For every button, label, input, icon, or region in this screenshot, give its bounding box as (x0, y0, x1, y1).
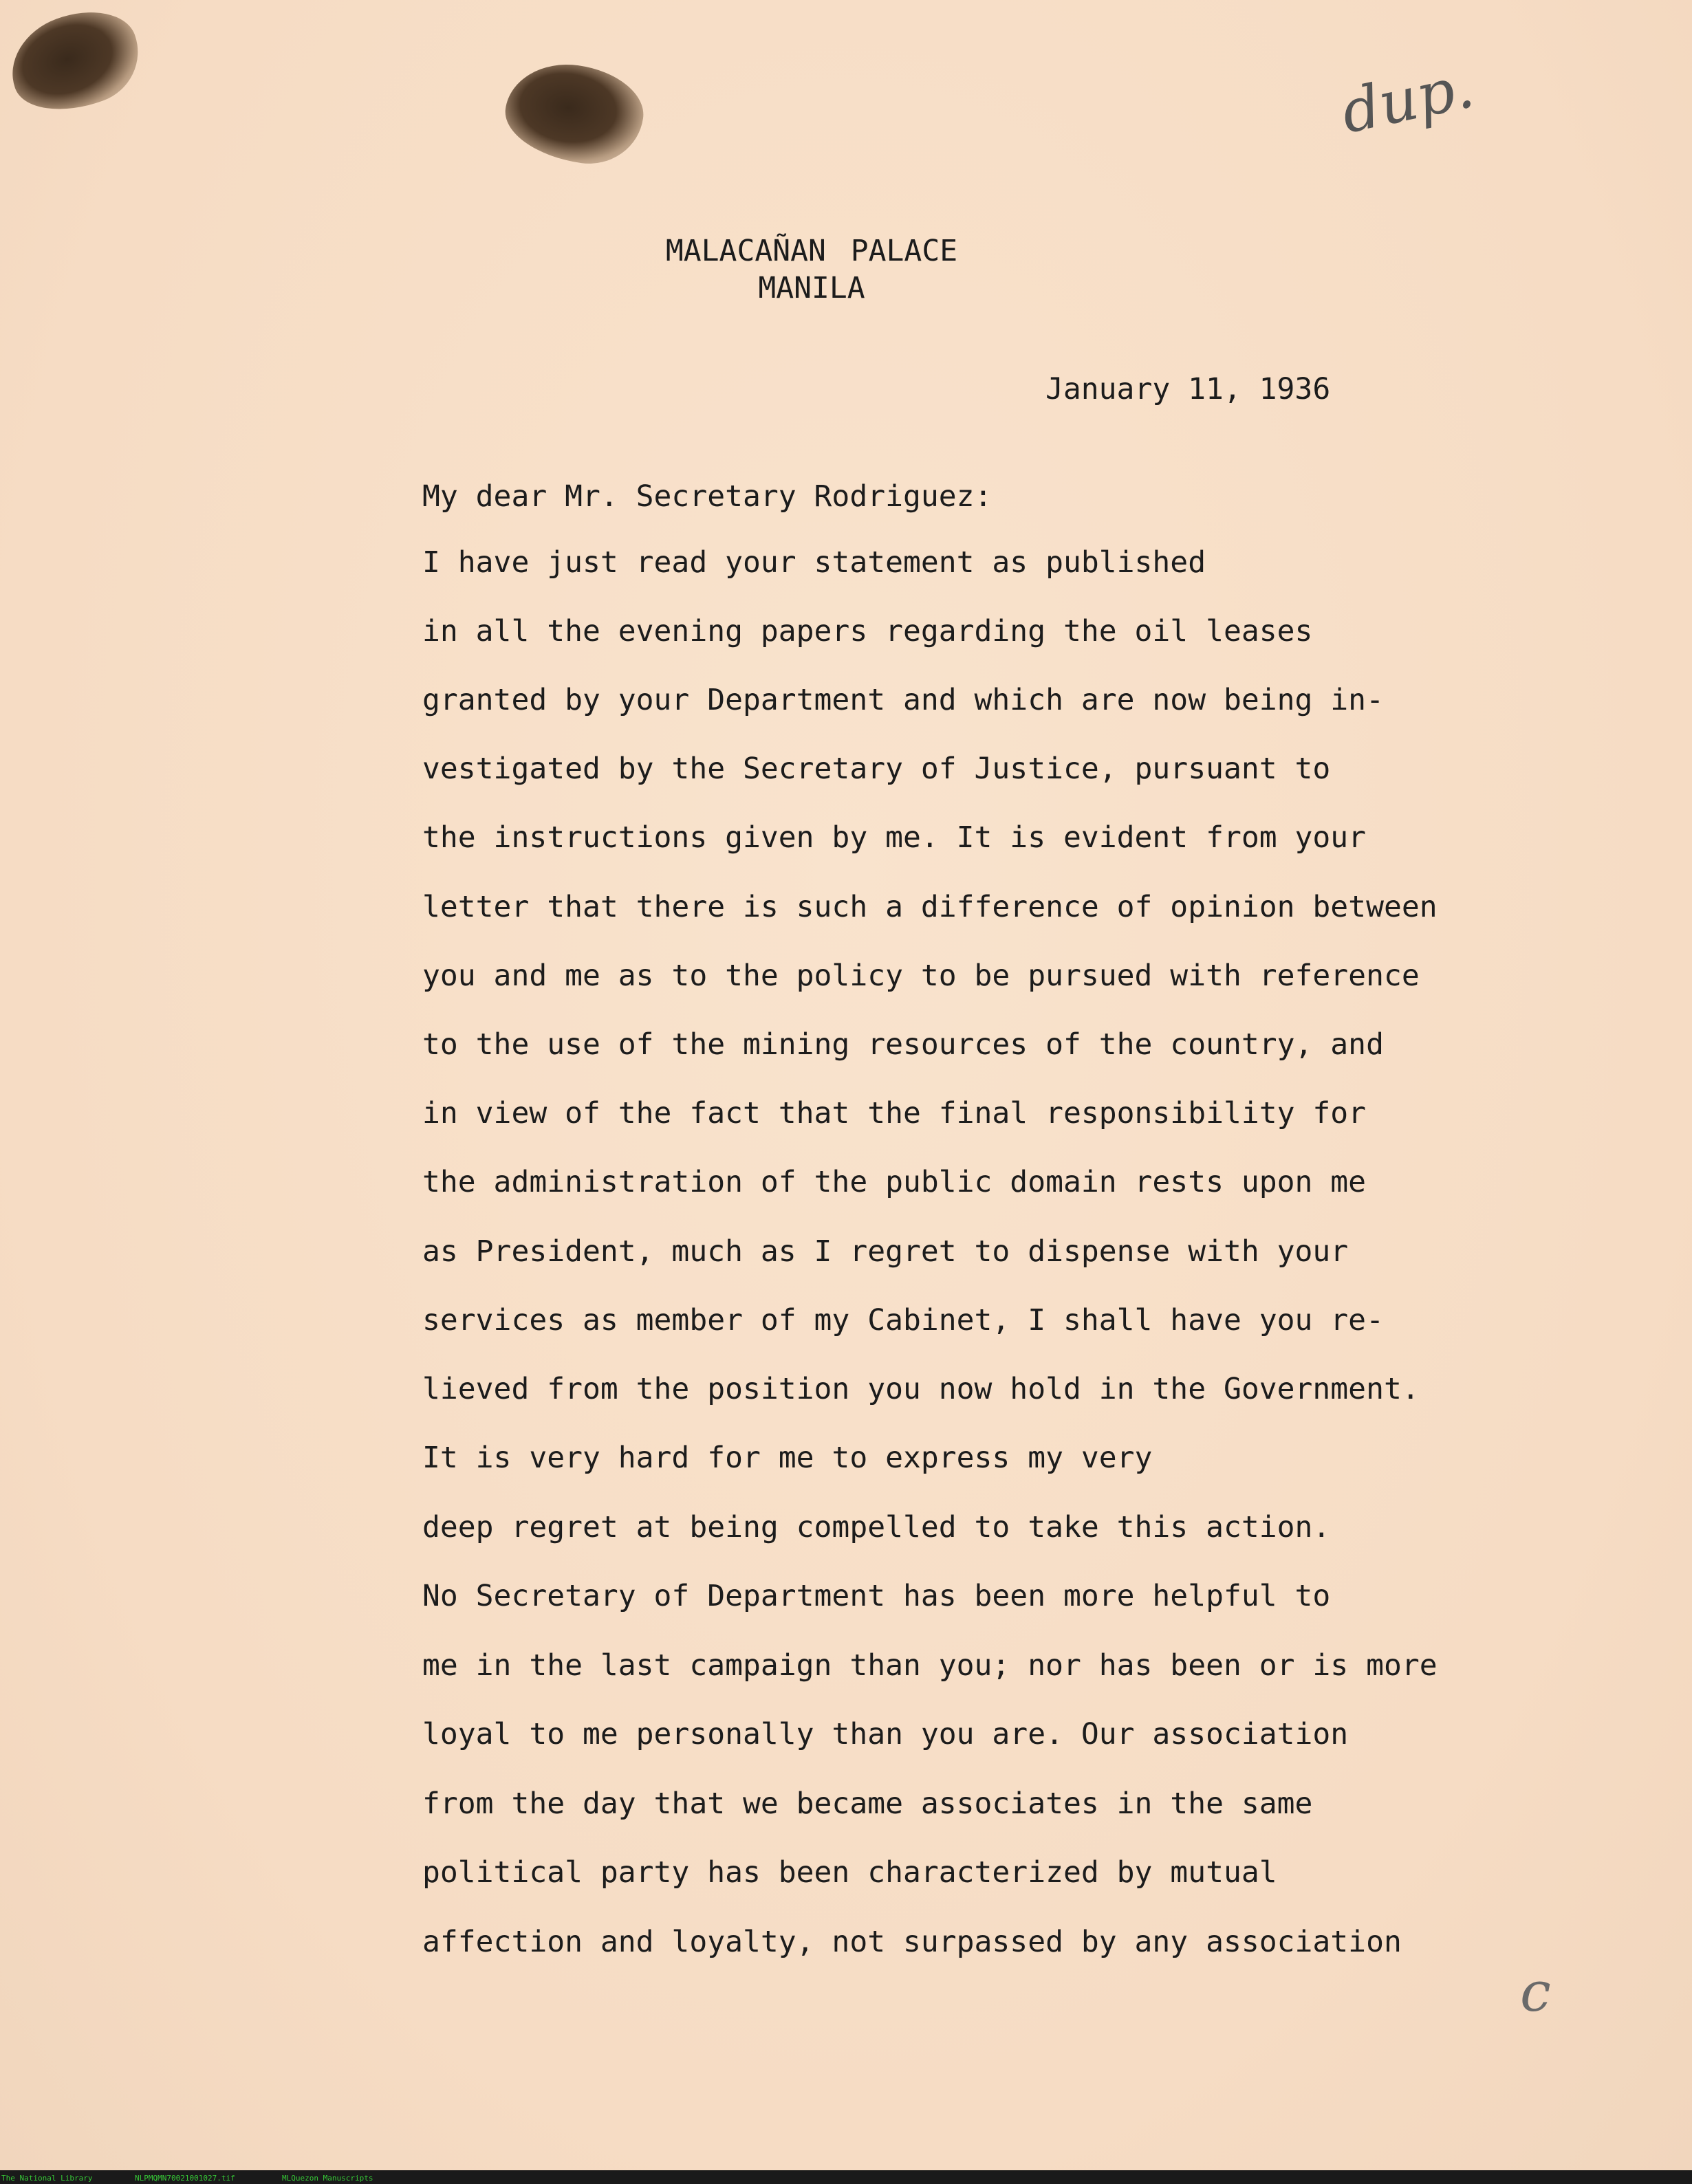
handwritten-annotation-dup: dup. (1335, 52, 1480, 147)
body-line: It is very hard for me to express my very (422, 1441, 1153, 1475)
ink-stain (0, 0, 152, 127)
body-line: the instructions given by me. It is evident from your (422, 820, 1367, 855)
body-line: as President, much as I regret to dispense with your (422, 1234, 1349, 1269)
letterhead-line-1: MALACAÑAN PALACE (665, 234, 958, 268)
letterhead (619, 232, 1004, 307)
footer-collection: MLQuezon Manuscripts (282, 2174, 373, 2183)
body-line: No Secretary of Department has been more helpful to (422, 1579, 1331, 1613)
body-line: letter that there is such a difference of opinion between (422, 890, 1438, 924)
letterhead-line-2: MANILA (758, 271, 865, 305)
body-line: me in the last campaign than you; nor has been or is more (422, 1648, 1438, 1683)
body-line: to the use of the mining resources of the country, and (422, 1027, 1384, 1062)
body-line: deep regret at being compelled to take this action. (422, 1510, 1331, 1544)
scan-footer (0, 2173, 1692, 2184)
body-line: political party has been characterized by mutual (422, 1855, 1277, 1890)
body-line: I have just read your statement as published (422, 545, 1206, 580)
body-line: from the day that we became associates in the same (422, 1787, 1313, 1821)
body-line: affection and loyalty, not surpassed by any association (422, 1925, 1402, 1959)
letter-date: January 11, 1936 (1045, 372, 1331, 406)
footer-file: NLPMQMN70021001027.tif (135, 2174, 235, 2183)
salutation: My dear Mr. Secretary Rodriguez: (422, 479, 993, 514)
body-line: you and me as to the policy to be pursued with reference (422, 959, 1420, 993)
body-line: vestigated by the Secretary of Justice, pursuant to (422, 752, 1331, 786)
body-line: granted by your Department and which are now being in- (422, 683, 1384, 717)
body-line: in view of the fact that the final responsibility for (422, 1096, 1367, 1131)
body-line: services as member of my Cabinet, I shall have you re- (422, 1303, 1384, 1337)
footer-library: The National Library (1, 2174, 93, 2183)
body-line: lieved from the position you now hold in the Government. (422, 1372, 1420, 1406)
ink-stain (499, 56, 649, 171)
body-line: loyal to me personally than you are. Our association (422, 1717, 1349, 1751)
body-line: in all the evening papers regarding the oil leases (422, 614, 1313, 648)
handwritten-annotation-c: c (1520, 1960, 1551, 2024)
body-line: the administration of the public domain rests upon me (422, 1165, 1367, 1199)
